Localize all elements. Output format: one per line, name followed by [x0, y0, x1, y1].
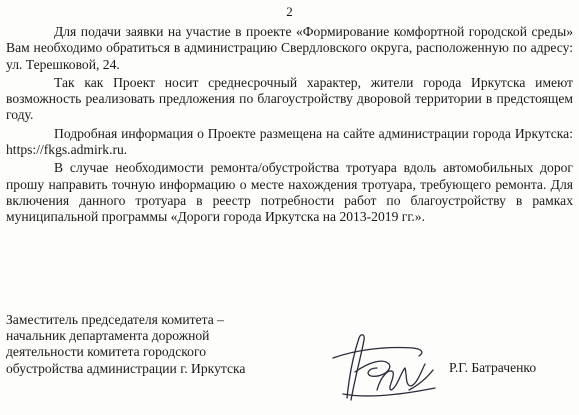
paragraph-website-info: Подробная информация о Проекте размещена на сайте администрации города Иркутска: https://fkgs.admirk.ru.	[6, 125, 573, 158]
signer-name: Р.Г. Батраченко	[449, 360, 537, 375]
paragraph-project-term: Так как Проект носит среднесрочный характер, жители города Иркутска имеют возможность реализовать предложения по благоустройству дворовой территории в предстоящем году.	[6, 74, 573, 123]
letter-body	[6, 24, 573, 228]
signatory-title-line: начальник департамента дорожной	[6, 328, 210, 344]
signatory-title-line: обустройства администрации г. Иркутска	[6, 360, 246, 376]
signatory-title-line: Заместитель председателя комитета –	[6, 312, 224, 327]
paragraph-sidewalk-repair: В случае необходимости ремонта/обустройства тротуара вдоль автомобильных дорог прошу направить точную информацию о месте нахождения тротуара, требующего ремонта. Для включения данного тротуара в реестр потребности работ по благоустройству в рамках муниципальной программы «Дороги города Иркутска на 2013-2019 гг.».	[6, 160, 573, 225]
handwritten-signature	[325, 328, 445, 408]
page-number: 2	[286, 4, 293, 19]
signatory-title	[6, 312, 346, 377]
paragraph-application: Для подачи заявки на участие в проекте «Формирование комфортной городской среды» Вам необходимо обратиться в администрацию Свердловского округа, расположенную по адресу: ул. Терешковой, 24.	[6, 24, 573, 72]
signatory-title-line: деятельности комитета городского	[6, 344, 206, 360]
